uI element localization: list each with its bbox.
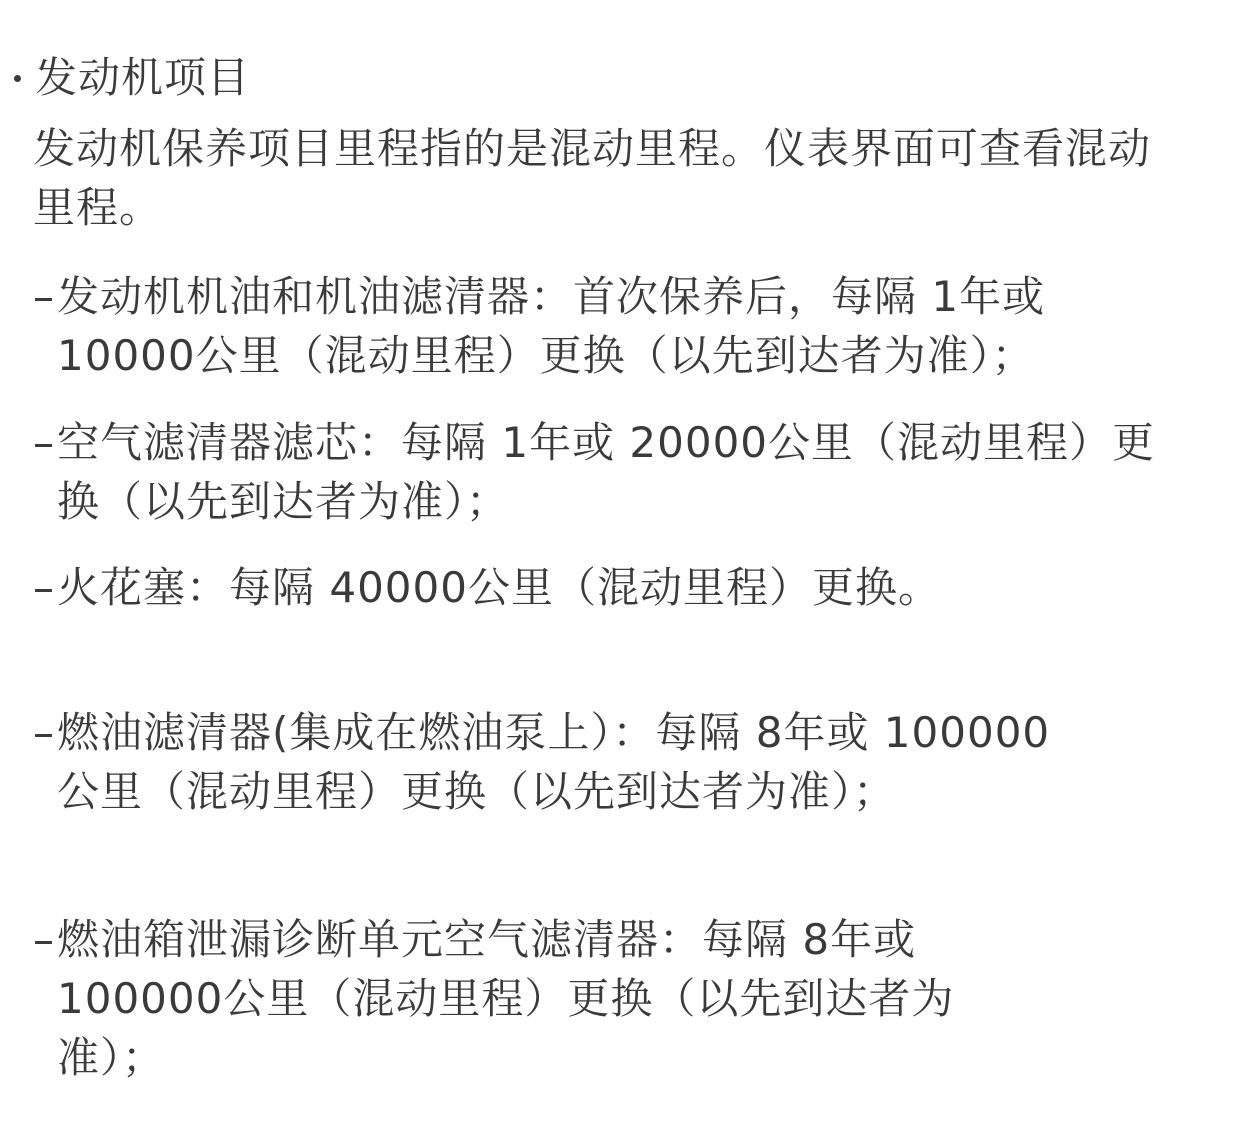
item-text: 燃油箱泄漏诊断单元空气滤清器：每隔 8年或 100000公里（混动里程）更换（以先到达者为准）； (57, 915, 955, 1082)
maintenance-item (33, 267, 1193, 385)
dash-marker: – (33, 272, 55, 321)
maintenance-item (33, 703, 1093, 821)
bullet-dot-icon (14, 75, 21, 82)
item-text: 空气滤清器滤芯：每隔 1年或 20000公里（混动里程）更换（以先到达者为准）； (57, 418, 1156, 526)
dash-marker: – (33, 915, 55, 964)
maintenance-item (33, 558, 1193, 617)
dash-marker: – (33, 418, 55, 467)
dash-marker: – (33, 708, 55, 757)
dash-marker: – (33, 563, 55, 612)
maintenance-item (33, 413, 1193, 531)
item-text: 火花塞：每隔 40000公里（混动里程）更换。 (57, 563, 941, 612)
item-text: 燃油滤清器(集成在燃油泵上）：每隔 8年或 100000公里（混动里程）更换（以先到达者为准）； (57, 708, 1051, 816)
section-header (10, 50, 250, 106)
section-intro: 发动机保养项目里程指的是混动里程。仪表界面可查看混动里程。 (33, 124, 1152, 232)
maintenance-item (33, 910, 1093, 1087)
section-title: 发动机项目 (35, 53, 251, 102)
item-text: 发动机机油和机油滤清器：首次保养后，每隔 1年或 10000公里（混动里程）更换（以先到达者为准）； (57, 272, 1046, 380)
